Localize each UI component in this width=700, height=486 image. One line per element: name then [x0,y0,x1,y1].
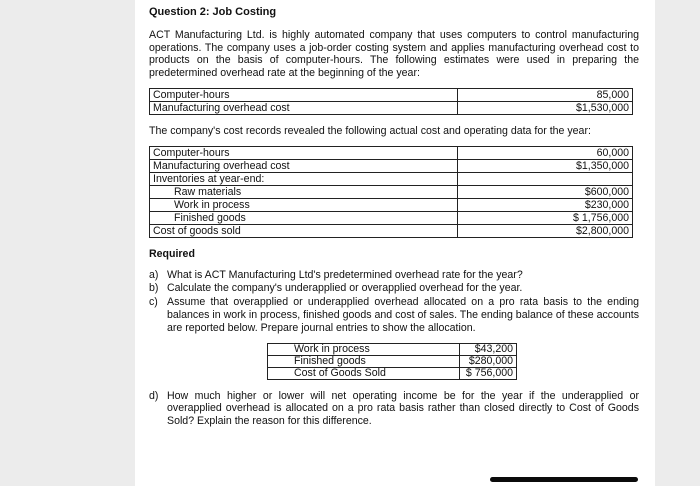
actual-value: $600,000 [458,185,633,198]
question-a-text: What is ACT Manufacturing Ltd's predetermined overhead rate for the year? [167,268,523,281]
actual-value: $2,800,000 [458,224,633,237]
estimates-table [149,88,633,115]
estimate-value: 85,000 [458,88,633,101]
actual-label: Raw materials [150,185,458,198]
actual-intro-paragraph: The company's cost records revealed the following actual cost and operating data for the year: [149,124,591,137]
actual-label: Computer-hours [150,146,458,159]
actual-value [458,172,633,185]
table-row [150,146,633,159]
estimate-label: Computer-hours [150,88,458,101]
balance-label: Finished goods [268,355,460,367]
actual-label: Inventories at year-end: [150,172,458,185]
estimate-label: Manufacturing overhead cost [150,101,458,114]
actual-label: Work in process [150,198,458,211]
estimate-value: $1,530,000 [458,101,633,114]
table-row [150,224,633,237]
list-item [149,390,639,428]
balance-value: $280,000 [460,355,517,367]
question-b-text: Calculate the company's underapplied or overapplied overhead for the year. [167,282,523,295]
home-indicator-bar[interactable] [490,477,638,482]
question-list-continued [149,390,639,428]
list-marker: c) [149,296,158,309]
table-row [150,172,633,185]
list-item [149,296,639,334]
question-title: Question 2: Job Costing [149,6,277,18]
actual-value: $1,350,000 [458,159,633,172]
list-marker: d) [149,389,159,402]
actual-value: 60,000 [458,146,633,159]
question-list [149,269,639,335]
list-item [149,269,639,282]
list-item [149,282,639,295]
table-row [268,367,517,379]
balance-value: $ 756,000 [460,367,517,379]
actual-label: Cost of goods sold [150,224,458,237]
table-row [268,355,517,367]
ending-balances-table [267,343,517,380]
actual-value: $230,000 [458,198,633,211]
question-c-text: Assume that overapplied or underapplied overhead allocated on a pro rata basis to the ending balances in work in process, finished goods and cost of sales. The ending balance of these accounts are reported below. Prepare journal entries to show the allocation. [167,296,639,334]
list-marker: b) [149,282,159,295]
table-row [150,198,633,211]
actual-value: $ 1,756,000 [458,211,633,224]
intro-paragraph: ACT Manufacturing Ltd. is highly automated company that uses computers to control manufacturing operations. The company uses a job-order costing system and applies manufacturing overhead cost to products on the basis of computer-hours. The following estimates were used in preparing the predetermined overhead rate at the beginning of the year: [149,28,639,80]
table-row [150,101,633,114]
question-content [149,6,639,429]
document-page [135,0,655,486]
question-d-text: How much higher or lower will net operating income be for the year if the underapplied or overapplied overhead is allocated on a pro rata basis rather than closed directly to Cost of Goods Sold? Explain the reason for this difference. [167,389,639,428]
balance-label: Work in process [268,343,460,355]
table-row [150,88,633,101]
actual-label: Finished goods [150,211,458,224]
table-row [150,159,633,172]
list-marker: a) [149,268,159,281]
table-row [268,343,517,355]
table-row [150,185,633,198]
required-heading: Required [149,247,195,260]
actuals-table [149,146,633,238]
actual-label: Manufacturing overhead cost [150,159,458,172]
balance-value: $43,200 [460,343,517,355]
balance-label: Cost of Goods Sold [268,367,460,379]
table-row [150,211,633,224]
